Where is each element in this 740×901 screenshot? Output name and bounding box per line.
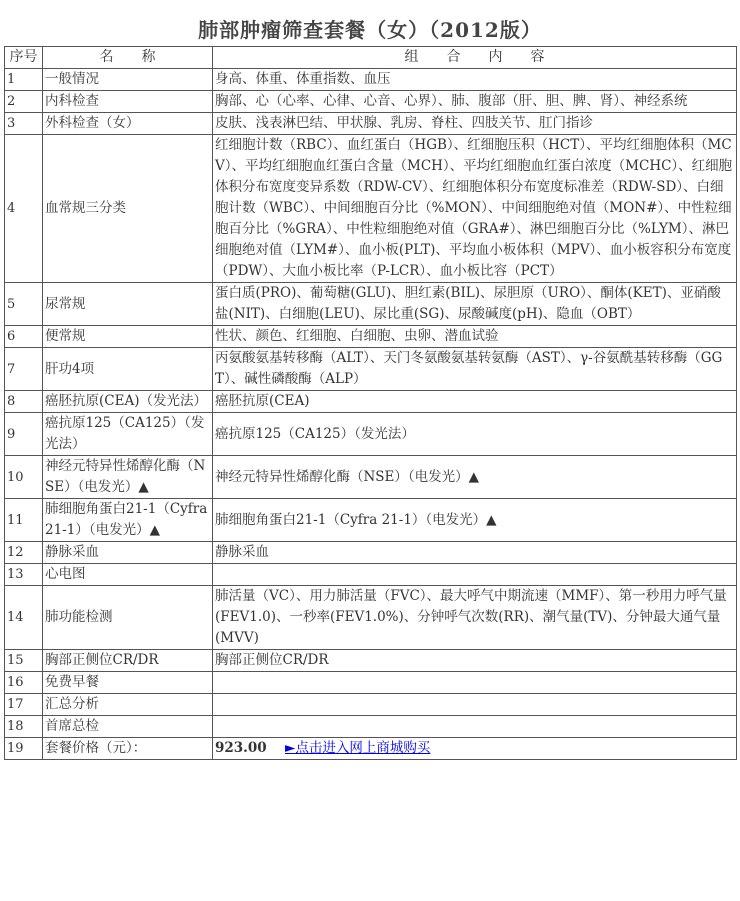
link-arrow-icon: ► (284, 740, 296, 756)
row-seq: 5 (5, 283, 43, 326)
table-row (5, 456, 737, 499)
header-name: 名 称 (43, 47, 213, 69)
table-row (5, 413, 737, 456)
row-content: 胸部正侧位CR/DR (213, 650, 737, 672)
row-seq: 13 (5, 564, 43, 586)
row-seq: 9 (5, 413, 43, 456)
row-content: 癌胚抗原(CEA) (213, 391, 737, 413)
package-table (4, 46, 737, 760)
row-seq: 1 (5, 69, 43, 91)
table-row (5, 716, 737, 738)
row-name: 静脉采血 (43, 542, 213, 564)
row-seq: 2 (5, 91, 43, 113)
buy-online-link[interactable] (285, 740, 430, 756)
row-seq: 7 (5, 348, 43, 391)
row-seq: 6 (5, 326, 43, 348)
row-content: 皮肤、浅表淋巴结、甲状腺、乳房、脊柱、四肢关节、肛门指诊 (213, 113, 737, 135)
price-row-seq: 19 (5, 738, 43, 760)
row-name: 肝功4项 (43, 348, 213, 391)
row-content (213, 716, 737, 738)
row-seq: 17 (5, 694, 43, 716)
table-row (5, 391, 737, 413)
table-row (5, 326, 737, 348)
row-name: 肺细胞角蛋白21-1（Cyfra 21-1）（电发光）▲ (43, 499, 213, 542)
row-seq: 4 (5, 135, 43, 283)
page-title: 肺部肿瘤筛查套餐（女）（2012版） (198, 18, 542, 42)
row-content: 身高、体重、体重指数、血压 (213, 69, 737, 91)
row-seq: 16 (5, 672, 43, 694)
row-seq: 15 (5, 650, 43, 672)
row-content: 性状、颜色、红细胞、白细胞、虫卵、潜血试验 (213, 326, 737, 348)
row-name: 尿常规 (43, 283, 213, 326)
row-name: 癌胚抗原(CEA)（发光法） (43, 391, 213, 413)
row-name: 神经元特异性烯醇化酶（NSE）（电发光）▲ (43, 456, 213, 499)
row-content: 胸部、心（心率、心律、心音、心界）、肺、腹部（肝、胆、脾、肾）、神经系统 (213, 91, 737, 113)
price-row (5, 738, 737, 760)
price-label: 套餐价格（元）： (43, 738, 213, 760)
row-content: 神经元特异性烯醇化酶（NSE）（电发光）▲ (213, 456, 737, 499)
row-content (213, 672, 737, 694)
row-name: 胸部正侧位CR/DR (43, 650, 213, 672)
table-row (5, 135, 737, 283)
row-seq: 12 (5, 542, 43, 564)
row-content (213, 694, 737, 716)
row-name: 免费早餐 (43, 672, 213, 694)
price-value: 923.00 (215, 740, 267, 756)
row-content: 肺活量（VC）、用力肺活量（FVC）、最大呼气中期流速（MMF）、第一秒用力呼气量(FEV1.0)、一秒率(FEV1.0%)、分钟呼气次数(RR)、潮气量(TV)、分钟最大通气量(MVV) (213, 586, 737, 650)
row-seq: 10 (5, 456, 43, 499)
row-content: 肺细胞角蛋白21-1（Cyfra 21-1）（电发光）▲ (213, 499, 737, 542)
row-name: 首席总检 (43, 716, 213, 738)
row-name: 外科检查（女） (43, 113, 213, 135)
row-content: 癌抗原125（CA125）（发光法） (213, 413, 737, 456)
header-seq: 序号 (5, 47, 43, 69)
row-name: 汇总分析 (43, 694, 213, 716)
row-name: 一般情况 (43, 69, 213, 91)
row-seq: 18 (5, 716, 43, 738)
table-row (5, 283, 737, 326)
table-row (5, 650, 737, 672)
row-content: 红细胞计数（RBC）、血红蛋白（HGB）、红细胞压积（HCT）、平均红细胞体积（MCV）、平均红细胞血红蛋白含量（MCH）、平均红细胞血红蛋白浓度（MCHC）、红细胞体积分布宽度变异系数（RDW-CV）、红细胞体积分布宽度标准差（RDW-SD）、白细胞计数（WBC）、中间细胞百分比（%MON）、中间细胞绝对值（MON#）、中性粒细胞百分比（%GRA）、中性粒细胞绝对值（GRA#）、淋巴细胞百分比（%LYM）、淋巴细胞绝对值（LYM#）、血小板(PLT)、平均血小板体积（MPV）、血小板容积分布宽度（PDW）、大血小板比率（P-LCR）、血小板比容（PCT） (213, 135, 737, 283)
table-row (5, 69, 737, 91)
row-seq: 14 (5, 586, 43, 650)
row-content: 蛋白质(PRO)、葡萄糖(GLU)、胆红素(BIL)、尿胆原（URO）、酮体(KET)、亚硝酸盐(NIT)、白细胞(LEU)、尿比重(SG)、尿酸碱度(pH)、隐血（OBT） (213, 283, 737, 326)
table-row (5, 499, 737, 542)
row-name: 癌抗原125（CA125）（发光法） (43, 413, 213, 456)
row-name: 心电图 (43, 564, 213, 586)
table-row (5, 348, 737, 391)
row-name: 内科检查 (43, 91, 213, 113)
row-seq: 3 (5, 113, 43, 135)
table-row (5, 586, 737, 650)
row-content: 静脉采血 (213, 542, 737, 564)
table-row (5, 91, 737, 113)
row-content (213, 564, 737, 586)
price-cell (213, 738, 737, 760)
table-header-row (5, 47, 737, 69)
header-content: 组 合 内 容 (213, 47, 737, 69)
row-content: 丙氨酸氨基转移酶（ALT）、天门冬氨酸氨基转氨酶（AST）、γ-谷氨酰基转移酶（GGT）、碱性磷酸酶（ALP） (213, 348, 737, 391)
buy-online-link-text: 点击进入网上商城购买 (295, 740, 431, 756)
table-row (5, 113, 737, 135)
row-name: 便常规 (43, 326, 213, 348)
table-body (5, 69, 737, 738)
row-name: 肺功能检测 (43, 586, 213, 650)
row-seq: 11 (5, 499, 43, 542)
table-row (5, 564, 737, 586)
row-seq: 8 (5, 391, 43, 413)
table-row (5, 694, 737, 716)
row-name: 血常规三分类 (43, 135, 213, 283)
table-row (5, 672, 737, 694)
table-row (5, 542, 737, 564)
